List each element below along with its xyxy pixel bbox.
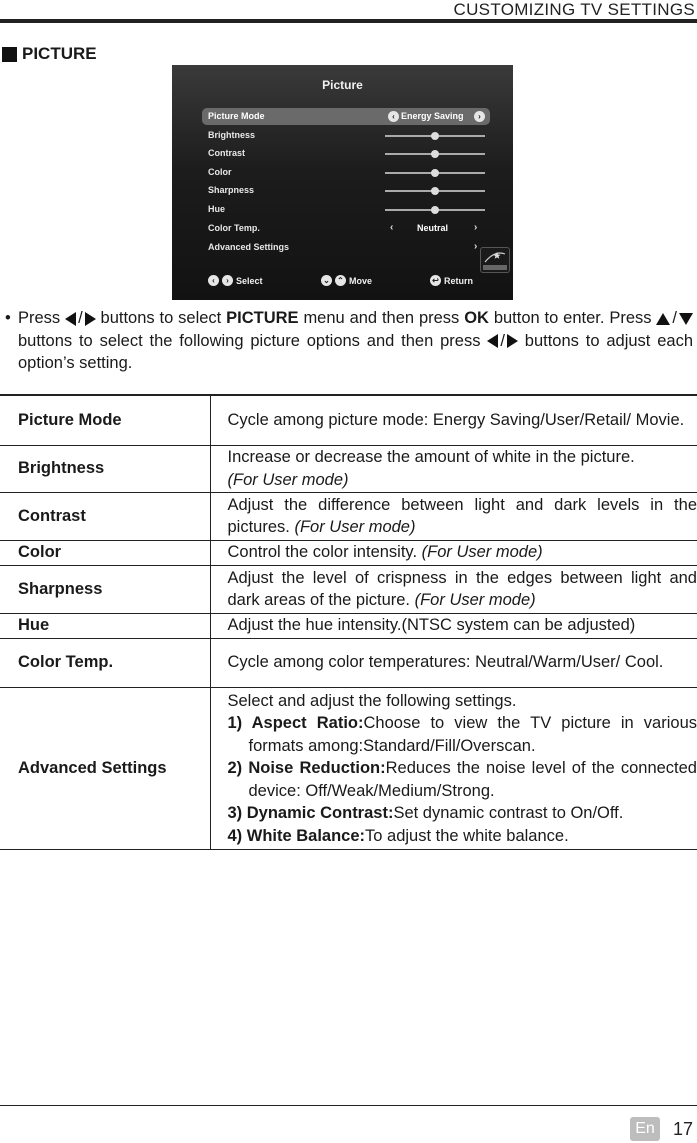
table-row bbox=[0, 492, 697, 540]
list-item bbox=[228, 825, 697, 848]
option-description bbox=[210, 492, 697, 540]
tv-footer-select-label: Select bbox=[236, 275, 263, 286]
list-item-label: 1) Aspect Ratio: bbox=[227, 714, 364, 732]
slider-knob bbox=[431, 206, 439, 214]
tv-footer-return-label: Return bbox=[444, 275, 473, 286]
table-row bbox=[0, 540, 697, 565]
option-name: Sharpness bbox=[0, 565, 210, 613]
tv-row-label: Hue bbox=[208, 204, 226, 214]
brightness-slider bbox=[385, 135, 485, 137]
tv-row-color bbox=[202, 164, 490, 181]
option-desc-text: Adjust the level of crispness in the edges between light and dark areas of the picture. bbox=[227, 568, 697, 609]
option-desc-text: Adjust the hue intensity.(NTSC system can be adjusted) bbox=[227, 616, 636, 635]
list-item-label: 3) Dynamic Contrast: bbox=[227, 804, 394, 822]
text-press: Press bbox=[18, 309, 61, 327]
picture-keyword: PICTURE bbox=[226, 309, 299, 327]
table-row bbox=[0, 638, 697, 687]
slider-knob bbox=[431, 169, 439, 177]
list-item bbox=[228, 712, 697, 757]
option-note: (For User mode) bbox=[294, 518, 416, 536]
tv-row-label: Color Temp. bbox=[208, 223, 260, 233]
up-arrow-icon bbox=[656, 313, 670, 325]
list-item bbox=[228, 757, 697, 802]
list-item-text: To adjust the white balance. bbox=[365, 826, 569, 845]
list-item-label: 4) White Balance: bbox=[227, 826, 366, 845]
instructions-paragraph bbox=[5, 307, 693, 375]
chevron-right-icon: › bbox=[222, 275, 233, 286]
tv-row-value: Neutral bbox=[417, 223, 449, 233]
text-segment: button to enter. bbox=[493, 309, 605, 327]
tv-row-sharpness bbox=[202, 182, 490, 199]
tv-row-label: Contrast bbox=[208, 148, 246, 158]
option-name: Hue bbox=[0, 613, 210, 638]
contrast-slider bbox=[385, 153, 485, 155]
text-segment: buttons to select bbox=[100, 309, 222, 327]
option-description bbox=[210, 395, 697, 445]
energy-star-logo-icon bbox=[480, 247, 510, 273]
table-row bbox=[0, 395, 697, 445]
table-row bbox=[0, 565, 697, 613]
tv-row-picture-mode bbox=[202, 108, 490, 125]
language-badge: En bbox=[630, 1117, 660, 1141]
chevron-up-icon: ⌃ bbox=[335, 275, 346, 286]
tv-row-label: Color bbox=[208, 167, 232, 177]
option-description bbox=[210, 540, 697, 565]
option-desc-text: Adjust the difference between light and dark levels in the pictures. bbox=[227, 495, 697, 536]
star-icon bbox=[481, 248, 509, 266]
tv-footer-move bbox=[321, 275, 372, 286]
tv-footer-select bbox=[208, 275, 263, 286]
tv-row-color-temp bbox=[202, 220, 490, 237]
chevron-right-icon: › bbox=[474, 222, 478, 233]
option-desc-text: Increase or decrease the amount of white in the picture. bbox=[227, 448, 635, 466]
option-note: (For User mode) bbox=[421, 543, 543, 562]
tv-footer-return bbox=[430, 275, 473, 286]
text-segment: menu and then press bbox=[303, 309, 460, 327]
option-description bbox=[210, 687, 697, 850]
option-desc-text: Control the color intensity. bbox=[227, 543, 418, 562]
chevron-down-icon: ⌄ bbox=[321, 275, 332, 286]
text-segment: buttons to adjust each option’s setting. bbox=[18, 331, 694, 372]
color-slider bbox=[385, 172, 485, 174]
tv-footer-move-label: Move bbox=[349, 275, 373, 286]
chevron-left-icon: ‹ bbox=[388, 111, 399, 122]
ok-keyword: OK bbox=[464, 309, 489, 327]
option-description bbox=[210, 445, 697, 492]
right-arrow-icon bbox=[85, 312, 96, 326]
page-number: 17 bbox=[673, 1119, 694, 1139]
tv-row-brightness bbox=[202, 127, 490, 144]
option-name: Advanced Settings bbox=[0, 687, 210, 850]
advanced-intro: Select and adjust the following settings. bbox=[227, 691, 517, 710]
footer-rule bbox=[0, 1105, 697, 1106]
option-note: (For User mode) bbox=[227, 470, 349, 489]
option-name: Contrast bbox=[0, 492, 210, 540]
square-bullet-icon bbox=[2, 47, 17, 62]
option-name: Picture Mode bbox=[0, 395, 210, 445]
text-press: Press bbox=[609, 309, 652, 327]
option-description bbox=[210, 613, 697, 638]
chevron-right-icon: › bbox=[474, 111, 485, 122]
header-rule bbox=[0, 19, 697, 23]
section-heading bbox=[2, 44, 97, 64]
option-name: Color Temp. bbox=[0, 638, 210, 687]
option-description bbox=[210, 638, 697, 687]
left-arrow-icon bbox=[65, 312, 76, 326]
list-item bbox=[228, 802, 697, 825]
table-row bbox=[0, 445, 697, 492]
slider-knob bbox=[431, 132, 439, 140]
energy-star-bar bbox=[483, 265, 507, 270]
return-icon: ↩ bbox=[430, 275, 441, 286]
advanced-settings-list bbox=[228, 712, 697, 847]
chevron-right-icon: › bbox=[474, 241, 478, 252]
tv-row-value: Energy Saving bbox=[401, 111, 464, 121]
down-arrow-icon bbox=[679, 313, 693, 325]
tv-row-label: Advanced Settings bbox=[208, 242, 290, 252]
slider-knob bbox=[431, 187, 439, 195]
picture-options-table bbox=[0, 394, 697, 850]
chevron-left-icon: ‹ bbox=[208, 275, 219, 286]
tv-row-advanced-settings bbox=[202, 239, 490, 256]
tv-row-label: Sharpness bbox=[208, 185, 255, 195]
list-item-text: Reduces the noise level of the connected device: Off/Weak/Medium/Strong. bbox=[248, 759, 697, 800]
right-arrow-icon bbox=[507, 334, 518, 348]
chevron-left-icon: ‹ bbox=[390, 222, 394, 233]
sharpness-slider bbox=[385, 190, 485, 192]
option-name: Brightness bbox=[0, 445, 210, 492]
option-name: Color bbox=[0, 540, 210, 565]
list-item-text: Set dynamic contrast to On/Off. bbox=[393, 804, 624, 822]
slider-knob bbox=[431, 150, 439, 158]
option-desc-text: Cycle among picture mode: Energy Saving/User/Retail/ Movie. bbox=[227, 411, 685, 429]
section-title: PICTURE bbox=[22, 44, 97, 63]
left-arrow-icon bbox=[487, 334, 498, 348]
tv-row-hue bbox=[202, 201, 490, 218]
tv-row-label: Picture Mode bbox=[208, 111, 265, 121]
table-row bbox=[0, 613, 697, 638]
tv-menu-screenshot bbox=[172, 65, 513, 300]
option-note: (For User mode) bbox=[414, 591, 536, 609]
instructions-text: Press / buttons to select PICTURE menu and then press OK button to enter. Press / buttons to select the following picture options and then press / buttons to adjust each option’s setting. bbox=[18, 309, 694, 372]
text-segment: buttons to select the following picture options and then press bbox=[18, 331, 481, 350]
list-item-text: Choose to view the TV picture in various formats among:Standard/Fill/Overscan. bbox=[248, 714, 697, 755]
option-desc-text: Cycle among color temperatures: Neutral/Warm/User/ Cool. bbox=[227, 653, 664, 672]
bullet-icon: • bbox=[5, 309, 11, 327]
tv-menu-title: Picture bbox=[322, 78, 363, 92]
tv-row-label: Brightness bbox=[208, 130, 256, 140]
tv-row-contrast bbox=[202, 145, 490, 162]
hue-slider bbox=[385, 209, 485, 211]
option-description bbox=[210, 565, 697, 613]
running-header: CUSTOMIZING TV SETTINGS bbox=[453, 0, 695, 19]
list-item-label: 2) Noise Reduction: bbox=[227, 759, 386, 777]
table-row bbox=[0, 687, 697, 850]
